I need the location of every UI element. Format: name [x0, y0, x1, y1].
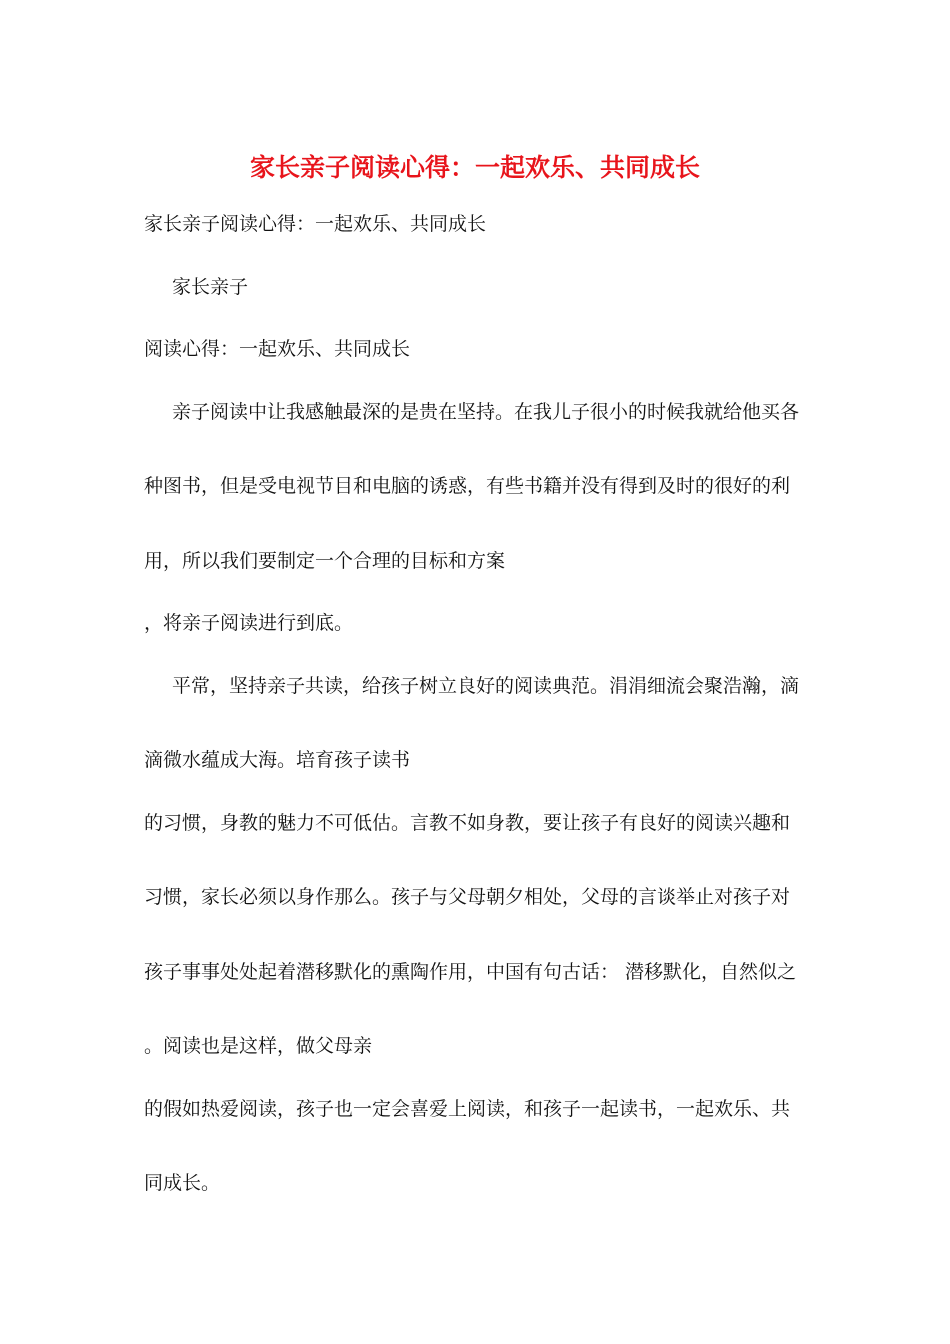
text-line-12: 孩子事事处处起着潜移默化的熏陶作用，中国有句古话： 潜移默化，自然似之: [144, 961, 797, 983]
text-line-7: ，将亲子阅读进行到底。: [144, 612, 354, 634]
text-line-3: 阅读心得：一起欢乐、共同成长: [144, 338, 411, 360]
text-line-6: 用，所以我们要制定一个合理的目标和方案: [144, 550, 506, 572]
text-line-2: 家长亲子: [172, 276, 249, 298]
text-line-1: 家长亲子阅读心得：一起欢乐、共同成长: [144, 213, 487, 235]
text-line-5: 种图书，但是受电视节目和电脑的诱惑，有些书籍并没有得到及时的很好的利: [144, 475, 791, 497]
text-line-10: 的习惯，身教的魅力不可低估。言教不如身教，要让孩子有良好的阅读兴趣和: [144, 812, 791, 834]
document-title: 家长亲子阅读心得：一起欢乐、共同成长: [249, 153, 700, 182]
text-line-11: 习惯，家长必须以身作那么。孩子与父母朝夕相处，父母的言谈举止对孩子对: [144, 886, 791, 908]
text-line-4: 亲子阅读中让我感触最深的是贵在坚持。在我儿子很小的时候我就给他买各: [172, 401, 800, 423]
text-line-13: 。阅读也是这样，做父母亲: [144, 1035, 373, 1057]
text-line-8: 平常，坚持亲子共读，给孩子树立良好的阅读典范。涓涓细流会聚浩瀚，滴: [172, 675, 800, 697]
text-line-9: 滴微水蕴成大海。培育孩子读书: [144, 749, 411, 771]
text-line-14: 的假如热爱阅读，孩子也一定会喜爱上阅读，和孩子一起读书，一起欢乐、共: [144, 1098, 791, 1120]
text-line-15: 同成长。: [144, 1172, 221, 1194]
